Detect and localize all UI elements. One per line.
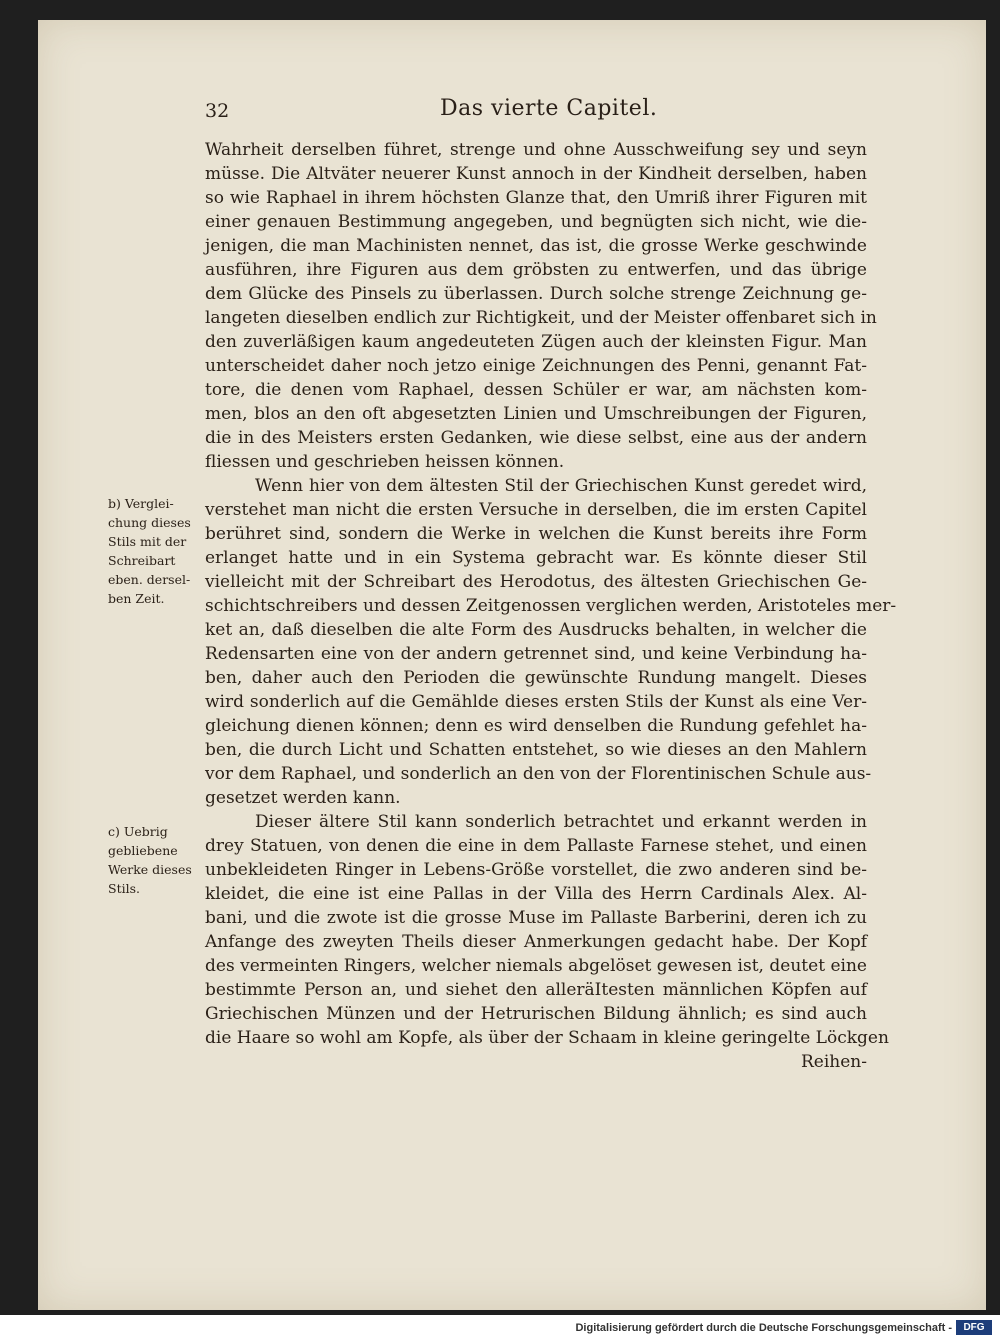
side-note-line: Werke dieses — [108, 862, 192, 877]
text-line: jenigen, die man Machinisten nennet, das ist, die grosse Werke geschwinde — [205, 236, 867, 256]
text-line: gleichung dienen können; denn es wird denselben die Rundung gefehlet ha- — [205, 716, 867, 736]
text-line: tore, die denen vom Raphael, dessen Schüler er war, am nächsten kom- — [205, 380, 867, 400]
running-head: Das vierte Capitel. — [440, 96, 658, 121]
text-line: Wahrheit derselben führet, strenge und ohne Ausschweifung sey und seyn — [205, 140, 867, 160]
text-line: ausführen, ihre Figuren aus dem gröbsten zu entwerfen, und das übrige — [205, 260, 867, 280]
side-note-line: b) Verglei- — [108, 496, 174, 511]
text-line: Anfange des zweyten Theils dieser Anmerkungen gedacht habe. Der Kopf — [205, 932, 867, 952]
text-line: müsse. Die Altväter neuerer Kunst annoch in der Kindheit derselben, haben — [205, 164, 867, 184]
text-line: dem Glücke des Pinsels zu überlassen. Durch solche strenge Zeichnung ge- — [205, 284, 867, 304]
body-text — [205, 138, 897, 1074]
side-note-line: ben Zeit. — [108, 591, 165, 606]
text-line: Redensarten eine von der andern getrennet sind, und keine Verbindung ha- — [205, 644, 867, 664]
catchword: Reihen- — [801, 1052, 867, 1072]
text-line: des vermeinten Ringers, welcher niemals abgelöset gewesen ist, deutet eine — [205, 956, 867, 976]
text-line: die in des Meisters ersten Gedanken, wie diese selbst, eine aus der andern — [205, 428, 867, 448]
text-line: unterscheidet daher noch jetzo einige Zeichnungen des Penni, genannt Fat- — [205, 356, 867, 376]
text-line: Dieser ältere Stil kann sonderlich betrachtet und erkannt werden in — [255, 812, 867, 832]
text-line: wird sonderlich auf die Gemählde dieses ersten Stils der Kunst als eine Ver- — [205, 692, 867, 712]
text-line: berühret sind, sondern die Werke in welchen die Kunst bereits ihre Form — [205, 524, 867, 544]
text-line: den zuverläßigen kaum angedeuteten Zügen auch der kleinsten Figur. Man — [205, 332, 867, 352]
text-line: vor dem Raphael, und sonderlich an den von der Florentinischen Schule aus- — [205, 764, 872, 784]
side-note-line: gebliebene — [108, 843, 178, 858]
side-note-line: Stils mit der — [108, 534, 187, 549]
text-line: die Haare so wohl am Kopfe, als über der Schaam in kleine geringelte Löckgen — [205, 1028, 889, 1048]
dfg-logo: DFG — [956, 1320, 992, 1335]
side-note-c — [108, 822, 208, 898]
text-line: gesetzet werden kann. — [205, 788, 401, 808]
text-line: schichtschreibers und dessen Zeitgenossen verglichen werden, Aristoteles mer- — [205, 596, 897, 616]
text-line: langeten dieselben endlich zur Richtigkeit, und der Meister offenbaret sich in — [205, 308, 877, 328]
text-line: ben, die durch Licht und Schatten entstehet, so wie dieses an den Mahlern — [205, 740, 867, 760]
text-line: verstehet man nicht die ersten Versuche in derselben, die im ersten Capitel — [205, 500, 867, 520]
text-line: Wenn hier von dem ältesten Stil der Griechischen Kunst geredet wird, — [255, 476, 867, 496]
text-line: men, blos an den oft abgesetzten Linien und Umschreibungen der Figuren, — [205, 404, 867, 424]
side-note-line: chung dieses — [108, 515, 191, 530]
text-line: kleidet, die eine ist eine Pallas in der Villa des Herrn Cardinals Alex. Al- — [205, 884, 867, 904]
text-line: einer genauen Bestimmung angegeben, und begnügten sich nicht, wie die- — [205, 212, 867, 232]
side-note-b — [108, 494, 208, 608]
text-line: ket an, daß dieselben die alte Form des Ausdrucks behalten, in welcher die — [205, 620, 867, 640]
text-line: bani, und die zwote ist die grosse Muse im Pallaste Barberini, deren ich zu — [205, 908, 867, 928]
text-line: erlanget hatte und in ein Systema gebracht war. Es könnte dieser Stil — [205, 548, 867, 568]
text-line: unbekleideten Ringer in Lebens-Größe vorstellet, die zwo anderen sind be- — [205, 860, 867, 880]
footer-bar — [0, 1315, 1000, 1339]
page-number: 32 — [205, 100, 230, 122]
text-line: so wie Raphael in ihrem höchsten Glanze that, den Umriß ihrer Figuren mit — [205, 188, 867, 208]
side-note-line: c) Uebrig — [108, 824, 168, 839]
footer-credit: Digitalisierung gefördert durch die Deutsche Forschungsgemeinschaft - — [575, 1322, 952, 1334]
text-line: fliessen und geschrieben heissen können. — [205, 452, 565, 472]
text-line: vielleicht mit der Schreibart des Herodotus, des ältesten Griechischen Ge- — [205, 572, 867, 592]
text-line: Griechischen Münzen und der Hetrurischen Bildung ähnlich; es sind auch — [205, 1004, 867, 1024]
text-line: bestimmte Person an, und siehet den alleräItesten männlichen Köpfen auf — [205, 980, 867, 1000]
text-line: drey Statuen, von denen die eine in dem Pallaste Farnese stehet, und einen — [205, 836, 867, 856]
side-note-line: Schreibart — [108, 553, 176, 568]
side-note-line: eben. dersel- — [108, 572, 191, 587]
side-note-line: Stils. — [108, 881, 140, 896]
text-line: ben, daher auch den Perioden die gewünschte Rundung mangelt. Dieses — [205, 668, 867, 688]
